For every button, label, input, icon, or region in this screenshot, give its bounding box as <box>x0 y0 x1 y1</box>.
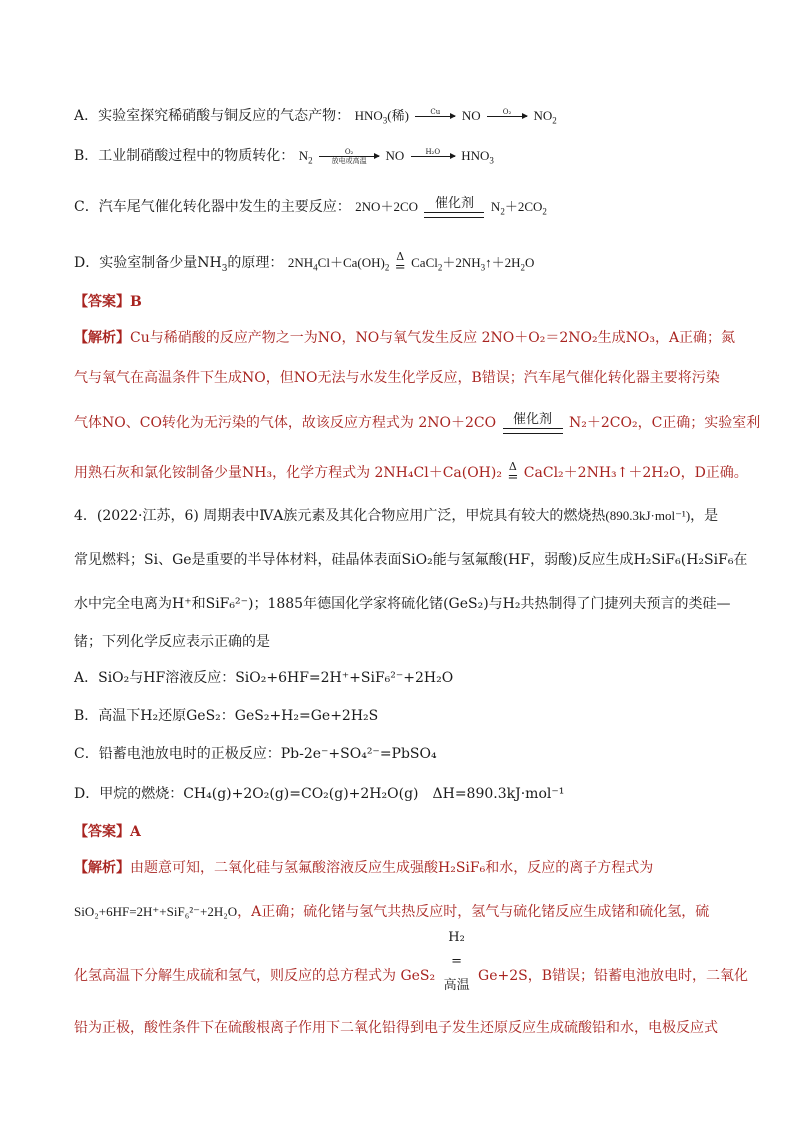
q4-option-c: C．铅蓄电池放电时的正极反应：Pb-2e⁻+SO₄²⁻=PbSO₄ <box>74 746 437 762</box>
q4-explanation-line-2: SiO₂+6HF=2H⁺+SiF₆²⁻+2H₂O，A正确；硫化锗与氢气共热反应时，氢气与硫化锗反应生成锗和硫化氢，硫 <box>74 904 710 920</box>
q4-explanation-line-3: 化氢高温下分解生成硫和氢气，则反应的总方程式为 GeS₂ H₂ = 高温 Ge+2S，B错误；铅蓄电池放电时，二氧化 <box>74 954 734 998</box>
q3-option-d: D．实验室制备少量$NH_3$的原理： $2NH_4Cl+Ca(OH)_2$ Δ = $CaCl_2+2NH_3↑+2H_2O$ <box>74 250 535 275</box>
reaction-arrow: Cu <box>415 108 455 125</box>
heat-equals: Δ = <box>394 250 406 275</box>
q4-answer: 【答案】A <box>74 824 141 840</box>
catalyst-equals: 催化剂 <box>503 412 563 434</box>
q4-option-d: D．甲烷的燃烧：CH₄(g)+2O₂(g)=CO₂(g)+2H₂O(g) ΔH=890.3kJ·mol⁻¹ <box>74 786 565 802</box>
q3-explanation-line-4: 用熟石灰和氯化铵制备少量NH₃，化学方程式为 2NH₄Cl＋Ca(OH)₂ Δ = CaCl₂＋2NH₃↑＋2H₂O，D正确。 <box>74 460 748 485</box>
q3-answer: 【答案】B <box>74 294 142 310</box>
heat-equals: Δ = <box>507 460 519 485</box>
q4-stem-line-4: 锗；下列化学反应表示正确的是 <box>74 634 270 650</box>
q4-stem-line-2: 常见燃料；Si、Ge是重要的半导体材料，硅晶体表面SiO₂能与氢氟酸(HF，弱酸)反应生成H₂SiF₆(H₂SiF₆在 <box>74 552 748 568</box>
q3-option-b: B．工业制硝酸过程中的物质转化： $N_2$ O₂ 放电或高温 NO H₂O $HNO_3$ <box>74 147 494 166</box>
reaction-arrow: O₂ <box>487 108 527 125</box>
q3-option-a: A．实验室探究稀硝酸与铜反应的气态产物： $HNO_3$(稀) Cu NO O₂ $NO_2$ <box>74 107 557 126</box>
q3-explanation-line-3: 气体NO、CO转化为无污染的气体，故该反应方程式为 2NO＋2CO 催化剂 N₂＋2CO₂，C正确；实验室利 <box>74 412 734 434</box>
q3-explanation-line-2: 气与氧气在高温条件下生成NO，但NO无法与水发生化学反应，B错误；汽车尾气催化转化器主要将污染 <box>74 370 720 386</box>
q4-stem-line-3: 水中完全电离为H⁺和SiF₆²⁻)；1885年德国化学家将硫化锗(GeS₂)与H₂共热制得了门捷列夫预言的类硅— <box>74 596 731 612</box>
high-temp-equals: H₂ = 高温 <box>443 930 470 993</box>
q3-option-c: C．汽车尾气催化转化器中发生的主要反应： 2NO＋2CO 催化剂 $N_2+2CO_2$ <box>74 196 547 217</box>
q4-stem-line-1: 4．(2022·江苏，6) 周期表中ⅣA族元素及其化合物应用广泛，甲烷具有较大的燃烧热(890.3kJ·mol⁻¹)，是 <box>74 508 719 524</box>
q4-explanation-line-4: 铅为正极，酸性条件下在硫酸根离子作用下二氧化铅得到电子发生还原反应生成硫酸铅和水，电极反应式 <box>74 1020 718 1036</box>
catalyst-equals: 催化剂 <box>424 196 484 218</box>
reaction-arrow: H₂O <box>411 148 455 165</box>
q4-option-b: B．高温下H₂还原GeS₂：GeS₂+H₂=Ge+2H₂S <box>74 708 379 724</box>
q4-option-a: A．SiO₂与HF溶液反应：SiO₂+6HF=2H⁺+SiF₆²⁻+2H₂O <box>74 670 454 686</box>
reaction-arrow: O₂ 放电或高温 <box>319 148 379 165</box>
q3-explanation-line-1: 【解析】Cu与稀硝酸的反应产物之一为NO，NO与氧气发生反应 2NO＋O₂＝2NO₂生成NO₃，A正确；氮 <box>74 330 736 346</box>
q4-explanation-line-1: 【解析】由题意可知，二氧化硅与氢氟酸溶液反应生成强酸H₂SiF₆和水，反应的离子方程式为 <box>74 860 654 876</box>
